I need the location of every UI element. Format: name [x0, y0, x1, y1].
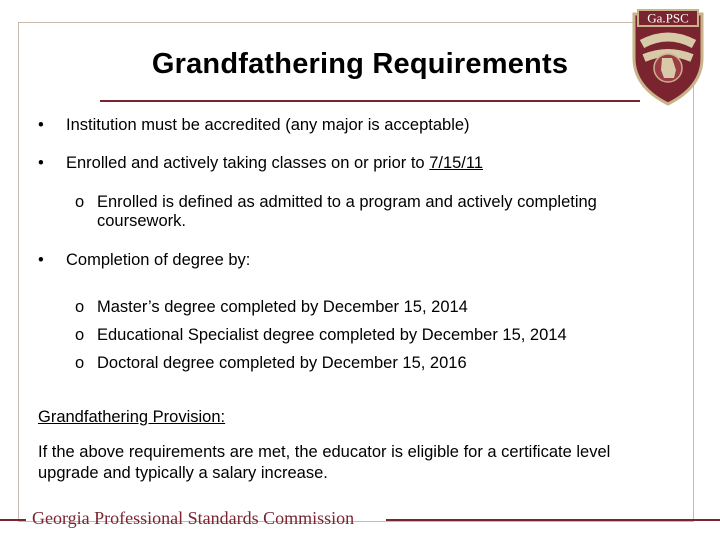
sub-bullet-marker: o: [75, 354, 85, 372]
footer-organization-name: Georgia Professional Standards Commission: [32, 508, 355, 528]
provision-text-line2: upgrade and typically a salary increase.: [38, 464, 328, 482]
sub-bullet-text: Educational Specialist degree completed by December 15, 2014: [97, 326, 567, 344]
bullet-text: [66, 153, 483, 173]
provision-text-line1: If the above requirements are met, the educator is eligible for a certificate level: [38, 443, 611, 461]
sub-bullet-marker: o: [75, 298, 85, 316]
bullet-marker: •: [38, 116, 44, 134]
svg-text:Ga.PSC: Ga.PSC: [647, 10, 689, 26]
bullet-text-main: Enrolled and actively taking classes on or prior to: [66, 154, 430, 172]
bullet-text: Completion of degree by:: [66, 251, 251, 269]
sub-bullet-text: Master’s degree completed by December 15, 2014: [97, 298, 468, 316]
bullet-text: Institution must be accredited (any major is acceptable): [66, 116, 470, 134]
sub-bullet-marker: o: [75, 193, 85, 211]
gapsc-crest-logo: [628, 6, 708, 106]
provision-heading: Grandfathering Provision:: [38, 408, 226, 426]
bullet-marker: •: [38, 154, 44, 172]
sub-bullet-text-line1: Enrolled is defined as admitted to a program and actively completing: [97, 193, 597, 211]
footer-divider-left: [0, 519, 26, 521]
sub-bullet-marker: o: [75, 326, 85, 344]
footer-divider-right: [386, 519, 720, 521]
sub-bullet-text: Doctoral degree completed by December 15, 2016: [97, 354, 467, 372]
slide-title: Grandfathering Requirements: [151, 48, 569, 80]
sub-bullet-text-line2: coursework.: [97, 212, 186, 230]
bullet-marker: •: [38, 251, 44, 269]
title-divider: [100, 100, 640, 102]
enrollment-date: 7/15/11: [429, 154, 484, 172]
